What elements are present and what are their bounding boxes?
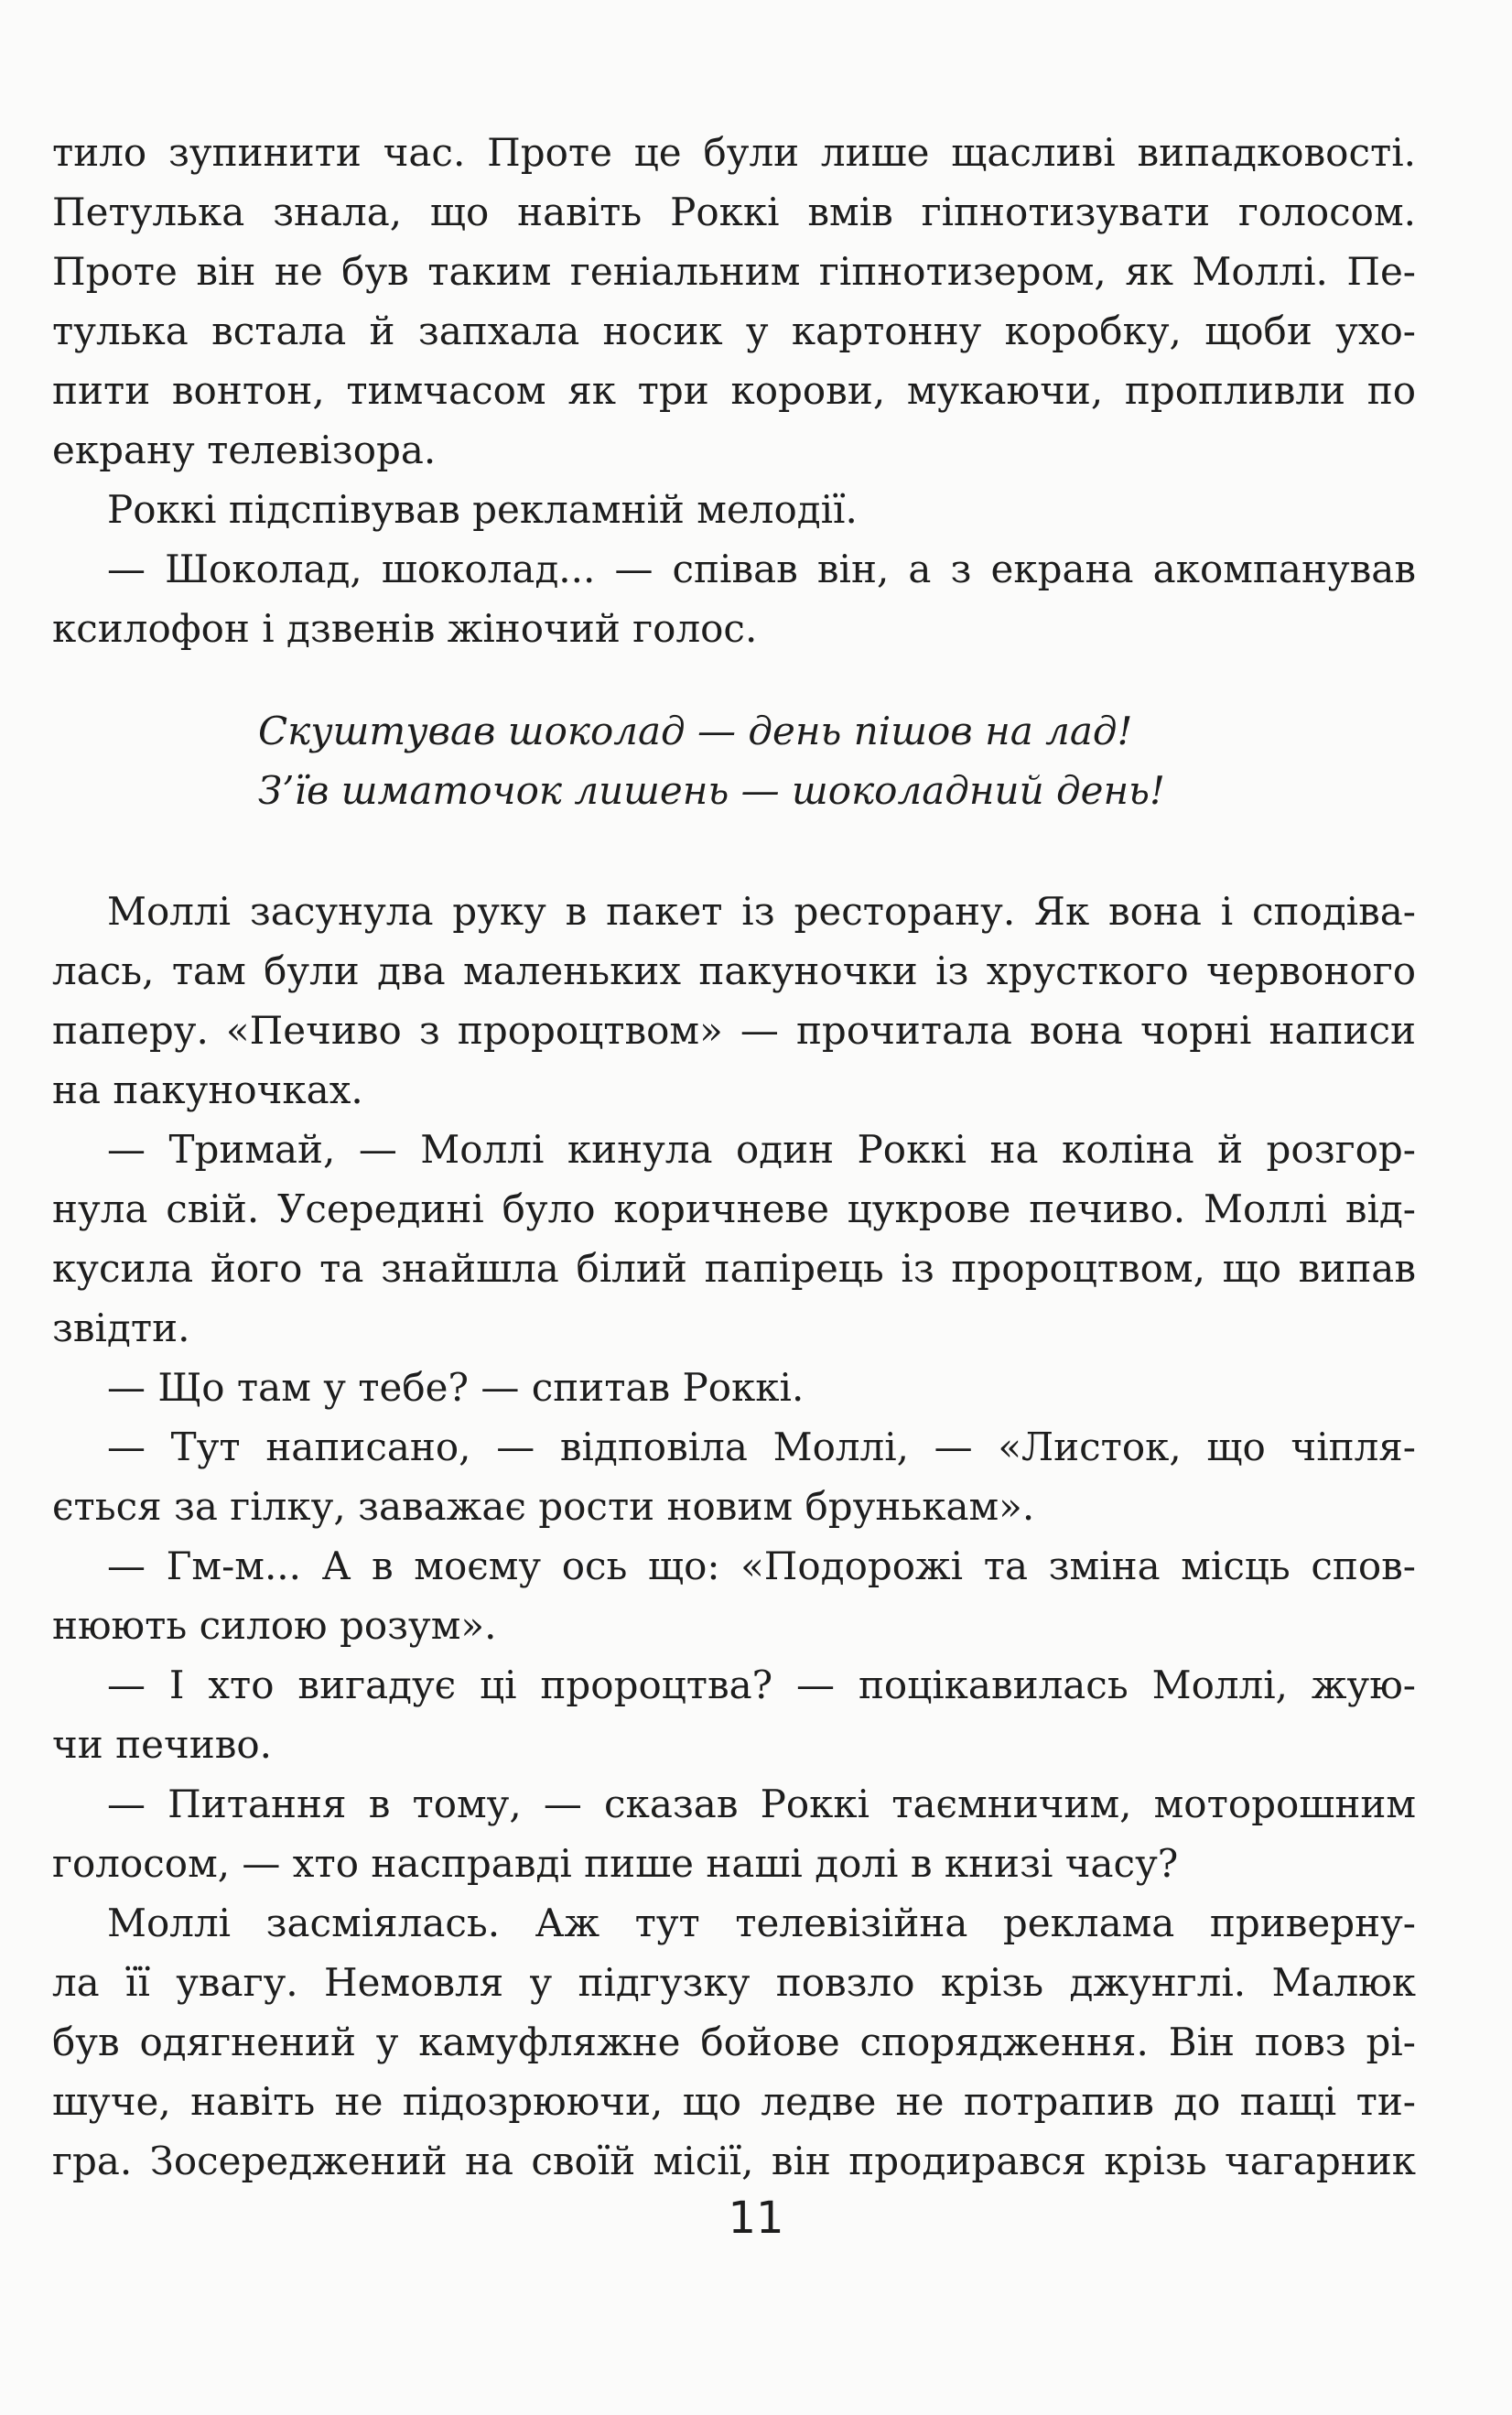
text-line: Моллі засунула руку в пакет із ресторану. Як вона і сподіва- — [107, 889, 1416, 934]
text-line: ється за гілку, заважає рости новим брунькам». — [52, 1484, 1035, 1529]
text-line: голосом, — хто насправді пише наші долі в книзі часу? — [52, 1841, 1179, 1886]
text-line: пити вонтон, тимчасом як три корови, мукаючи, пропливли по — [52, 368, 1416, 413]
text-line: звідти. — [52, 1305, 190, 1350]
text-line: — І хто вигадує ці пророцтва? — поцікавилась Моллі, жую- — [107, 1662, 1416, 1707]
text-line: паперу. «Печиво з пророцтвом» — прочитала вона чорні написи — [52, 1008, 1416, 1053]
text-line: — Шоколад, шоколад... — співав він, а з екрана акомпанував — [107, 547, 1416, 591]
text-line: на пакуночках. — [52, 1067, 363, 1112]
text-line: був одягнений у камуфляжне бойове спорядження. Він повз рі- — [52, 2020, 1416, 2064]
verse-line: З’їв шматочок лишень — шоколадний день! — [258, 768, 1165, 813]
text-line: Проте він не був таким геніальним гіпнотизером, як Моллі. Пе- — [52, 249, 1416, 294]
text-line: Моллі засміялась. Аж тут телевізійна реклама приверну- — [107, 1901, 1416, 1945]
text-line: тило зупинити час. Проте це були лише щасливі випадковості. — [52, 130, 1416, 175]
verse-line: Скуштував шоколад — день пішов на лад! — [258, 709, 1133, 753]
text-line: ла її увагу. Немовля у підгузку повзло крізь джунглі. Малюк — [52, 1960, 1416, 2005]
text-line: гра. Зосереджений на своїй місії, він продирався крізь чагарник — [52, 2139, 1416, 2183]
text-line: Роккі підспівував рекламній мелодії. — [107, 487, 858, 532]
text-line: — Тримай, — Моллі кинула один Роккі на коліна й розгор- — [107, 1127, 1416, 1172]
text-line: Петулька знала, що навіть Роккі вмів гіпнотизувати голосом. — [52, 190, 1416, 234]
text-line: — Тут написано, — відповіла Моллі, — «Листок, що чіпля- — [107, 1424, 1416, 1469]
text-line: — Питання в тому, — сказав Роккі таємничим, моторошним — [107, 1781, 1416, 1826]
text-line: екрану телевізора. — [52, 428, 437, 472]
text-line: тулька встала й запхала носик у картонну коробку, щоби ухо- — [52, 309, 1416, 353]
text-line: чи печиво. — [52, 1722, 273, 1767]
text-line: ксилофон і дзвенів жіночий голос. — [52, 606, 758, 651]
text-line: шуче, навіть не підозрюючи, що ледве не потрапив до пащі ти- — [52, 2079, 1416, 2124]
text-line: — Що там у тебе? — спитав Роккі. — [107, 1365, 805, 1410]
page-number: 11 — [728, 2193, 784, 2244]
text-line: нюють силою розум». — [52, 1603, 497, 1648]
text-line: — Гм-м... А в моєму ось що: «Подорожі та зміна місць спов- — [107, 1543, 1416, 1588]
text-line: кусила його та знайшла білий папірець із пророцтвом, що випав — [52, 1246, 1416, 1291]
text-line: лась, там були два маленьких пакуночки із хрусткого червоного — [52, 948, 1416, 993]
text-line: нула свій. Усередині було коричневе цукрове печиво. Моллі від- — [52, 1186, 1416, 1231]
